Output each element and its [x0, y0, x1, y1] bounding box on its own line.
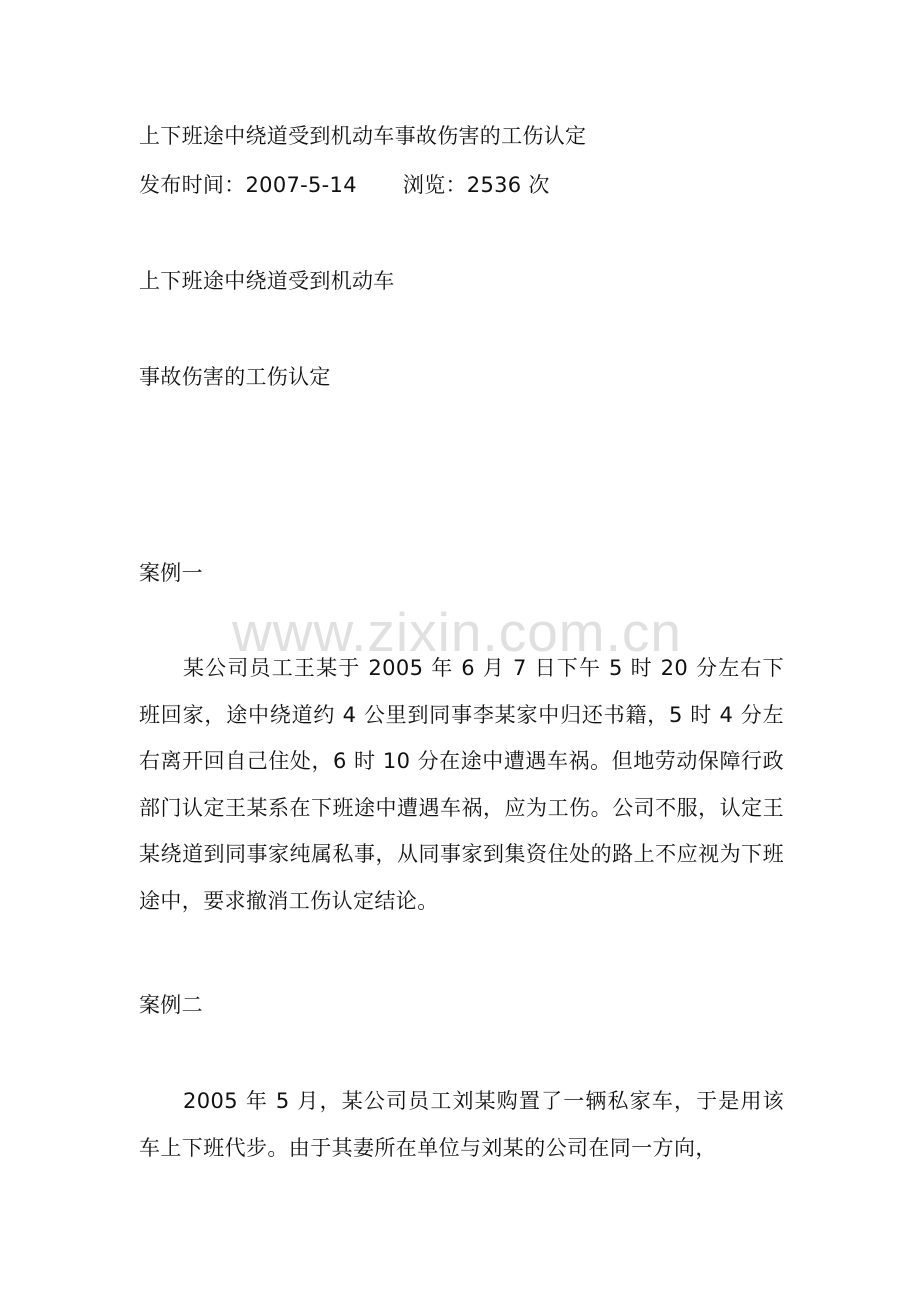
case-one-heading: 案例一 — [139, 561, 203, 585]
view-count: 浏览：2536 次 — [402, 173, 550, 197]
publish-date: 发布时间：2007-5-14 — [139, 173, 357, 197]
document-meta — [139, 170, 550, 200]
case-two-heading: 案例二 — [139, 993, 203, 1017]
subtitle-line-2: 事故伤害的工伤认定 — [139, 365, 331, 389]
document-title: 上下班途中绕道受到机动车事故伤害的工伤认定 — [139, 124, 587, 148]
site-watermark: www.zixin.com.cn — [232, 601, 682, 663]
case-two-paragraph: 2005 年 5 月，某公司员工刘某购置了一辆私家车，于是用该车上下班代步。由于其妻所在单位与刘某的公司在同一方向， — [139, 1089, 784, 1160]
case-one-paragraph: 某公司员工王某于 2005 年 6 月 7 日下午 5 时 20 分左右下班回家，途中绕道约 4 公里到同事李某家中归还书籍，5 时 4 分左右离开回自己住处，6 时 10 分在途中遭遇车祸。但地劳动保障行政部门认定王某系在下班途中遭遇车祸，应为工伤。公司不服，认定王某绕道到同事家纯属私事，从同事家到集资住处的路上不应视为下班途中，要求撤消工伤认定结论。 — [139, 656, 784, 913]
subtitle-line-1: 上下班途中绕道受到机动车 — [139, 269, 395, 293]
